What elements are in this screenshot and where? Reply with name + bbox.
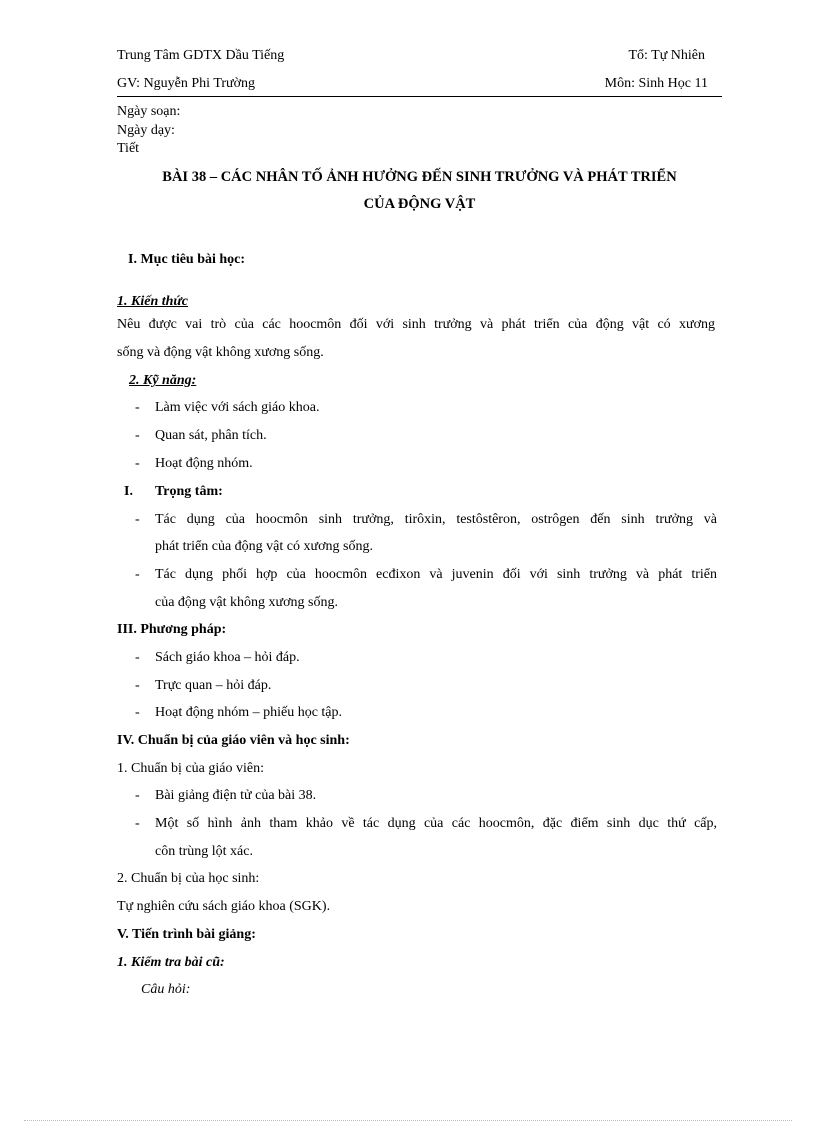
page-header-row2 [117, 76, 722, 98]
lesson-title-line1: BÀI 38 – CÁC NHÂN TỐ ẢNH HƯỞNG ĐẾN SINH TRƯỞNG VÀ PHÁT TRIỂN [162, 169, 677, 185]
school-name: Trung Tâm GDTX Dầu Tiếng [117, 48, 285, 63]
teacher-prep-item2-line2: côn trùng lột xác. [155, 844, 253, 859]
bullet-dash: - [135, 400, 140, 415]
knowledge-text-line1: Nêu được vai trò của các hoocmôn đối với sinh trưởng và phát triển của động vật có xương [117, 317, 715, 332]
skill-item: Hoạt động nhóm. [155, 456, 253, 471]
process-heading: V. Tiến trình bài giảng: [117, 927, 256, 942]
knowledge-heading: 1. Kiến thức [117, 294, 189, 309]
focus-item1-line2: phát triển của động vật có xương sống. [155, 539, 373, 554]
header-divider [117, 96, 722, 97]
bullet-dash: - [135, 650, 140, 665]
objectives-heading: I. Mục tiêu bài học: [128, 252, 246, 267]
skill-item: Làm việc với sách giáo khoa. [155, 400, 320, 415]
bullet-dash: - [135, 678, 140, 693]
bullet-dash: - [135, 428, 140, 443]
subject-name: Môn: Sinh Học 11 [604, 76, 708, 91]
focus-item2-line1: Tác dụng phối hợp của hoocmôn ecđixon và juvenin đối với sinh trưởng và phát triển [155, 567, 717, 582]
teacher-prep-item: Bài giảng điện tử của bài 38. [155, 788, 317, 803]
focus-heading: Trọng tâm: [155, 484, 223, 499]
bullet-dash: - [135, 567, 140, 582]
bullet-dash: - [135, 456, 140, 471]
teacher-name: GV: Nguyễn Phi Trường [117, 76, 256, 91]
bullet-dash: - [135, 512, 140, 527]
knowledge-text-line2: sống và động vật không xương sống. [117, 345, 324, 360]
student-prep-text: Tự nghiên cứu sách giáo khoa (SGK). [117, 899, 331, 914]
method-item: Hoạt động nhóm – phiếu học tập. [155, 705, 343, 720]
focus-heading-number: I. [124, 484, 133, 499]
bullet-dash: - [135, 788, 140, 803]
page-header-row1 [117, 48, 722, 70]
method-item: Sách giáo khoa – hỏi đáp. [155, 650, 300, 665]
question-label: Câu hỏi: [141, 982, 191, 997]
check-old-lesson-heading: 1. Kiểm tra bài cũ: [117, 955, 225, 970]
bullet-dash: - [135, 816, 140, 831]
focus-item1-line1: Tác dụng của hoocmôn sinh trưởng, tirôxin, testôstêron, ostrôgen đến sinh trưởng và [155, 512, 717, 527]
lesson-title-line2: CỦA ĐỘNG VẬT [363, 196, 476, 212]
focus-item2-line2: của động vật không xương sống. [155, 595, 338, 610]
department-name: Tổ: Tự Nhiên [628, 48, 705, 63]
period-label: Tiết [117, 141, 140, 156]
teacher-prep-item2-line1: Một số hình ảnh tham khảo về tác dụng của các hoocmôn, đặc điểm sinh dục thứ cấp, [155, 816, 717, 831]
student-prep-heading: 2. Chuẩn bị của học sinh: [117, 871, 260, 886]
method-item: Trực quan – hỏi đáp. [155, 678, 272, 693]
page-bottom-border [24, 1120, 792, 1121]
teach-date-label: Ngày dạy: [117, 123, 175, 138]
skills-heading: 2. Kỹ năng: [129, 373, 197, 388]
preparation-heading: IV. Chuẩn bị của giáo viên và học sinh: [117, 733, 350, 748]
skill-item: Quan sát, phân tích. [155, 428, 267, 443]
prep-date-label: Ngày soạn: [117, 104, 181, 119]
methods-heading: III. Phương pháp: [117, 622, 227, 637]
teacher-prep-heading: 1. Chuẩn bị của giáo viên: [117, 761, 264, 776]
bullet-dash: - [135, 705, 140, 720]
